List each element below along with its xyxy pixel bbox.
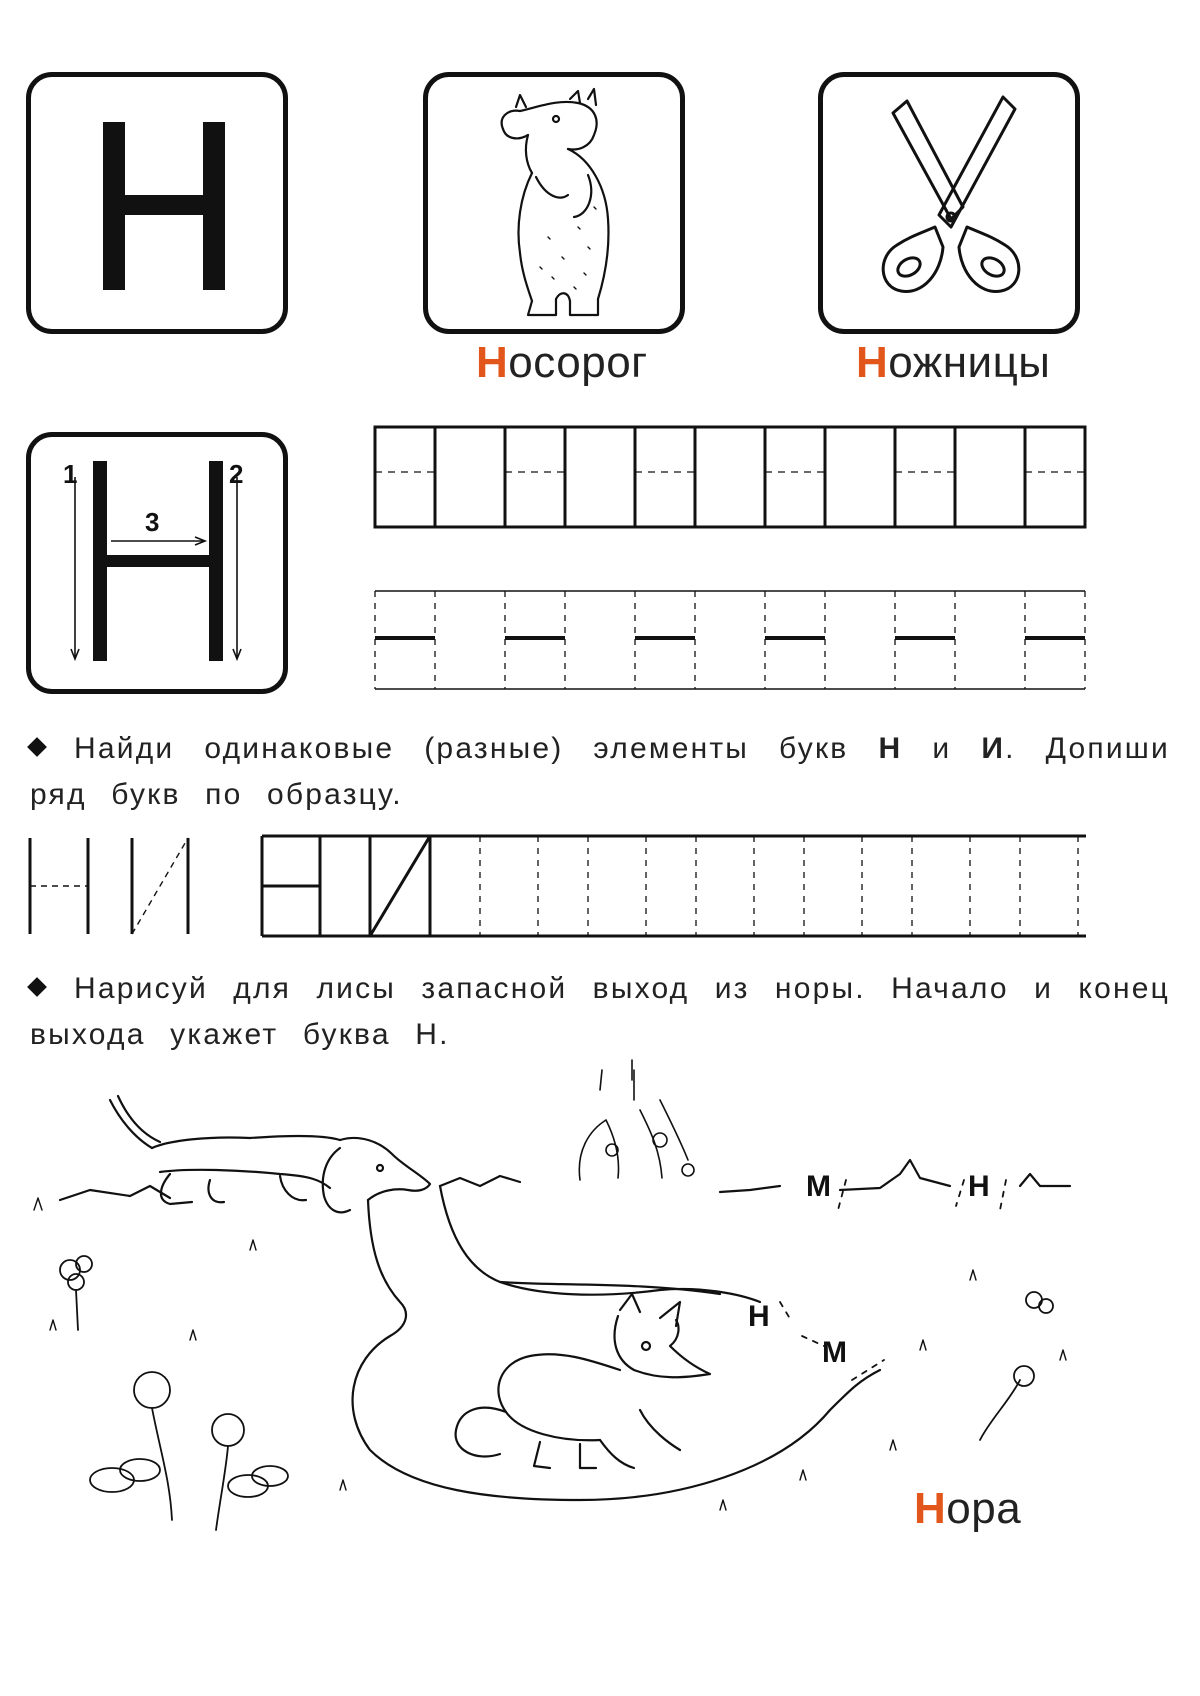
map-label-n-top: Н (968, 1170, 990, 1203)
bullet-diamond-icon (27, 737, 47, 757)
map-label-m-bottom: М (822, 1336, 847, 1369)
dog-icon (110, 1096, 430, 1212)
big-letter-n-icon (31, 77, 283, 329)
task-1-text-b: . Допиши ряд букв по образцу. (30, 732, 1170, 811)
task-1-instruction (30, 726, 1170, 818)
caption-burrow (914, 1484, 1021, 1534)
map-label-m-top: М (806, 1170, 831, 1203)
task-1-letter-b: И (981, 732, 1006, 765)
caption-scissors-rest: ожницы (888, 338, 1051, 387)
writing-grid-boxes (370, 422, 1090, 534)
caption-burrow-initial: Н (914, 1484, 947, 1533)
bullet-diamond-icon (27, 977, 47, 997)
stroke-order-card (26, 432, 288, 694)
task-1-text-a: Найди одинаковые (разные) элементы букв (74, 732, 849, 765)
letter-elements-row (20, 830, 1100, 942)
caption-rhino-rest: осорог (508, 338, 648, 387)
letter-card (26, 72, 288, 334)
scissors-icon (823, 77, 1075, 329)
stroke-number-1: 1 (63, 459, 78, 489)
fox-icon (456, 1294, 710, 1468)
caption-scissors (856, 338, 1050, 388)
task-1-text-mid: и (932, 732, 952, 765)
caption-scissors-initial: Н (856, 338, 889, 387)
task-2-instruction (30, 966, 1170, 1058)
rhino-picture-card (423, 72, 685, 334)
rhinoceros-icon (428, 77, 680, 329)
caption-rhino-initial: Н (476, 338, 509, 387)
task-1-letter-a: Н (878, 732, 903, 765)
caption-rhino (476, 338, 648, 388)
caption-burrow-rest: ора (946, 1484, 1022, 1533)
stroke-number-2: 2 (229, 459, 244, 489)
scissors-picture-card (818, 72, 1080, 334)
task-2-text: Нарисуй для лисы запасной выход из норы. Начало и конец выхода укажет буква Н. (30, 972, 1170, 1051)
stroke-number-3: 3 (145, 507, 160, 537)
map-label-n-bottom: Н (748, 1300, 770, 1333)
writing-grid-dashed (370, 586, 1090, 694)
